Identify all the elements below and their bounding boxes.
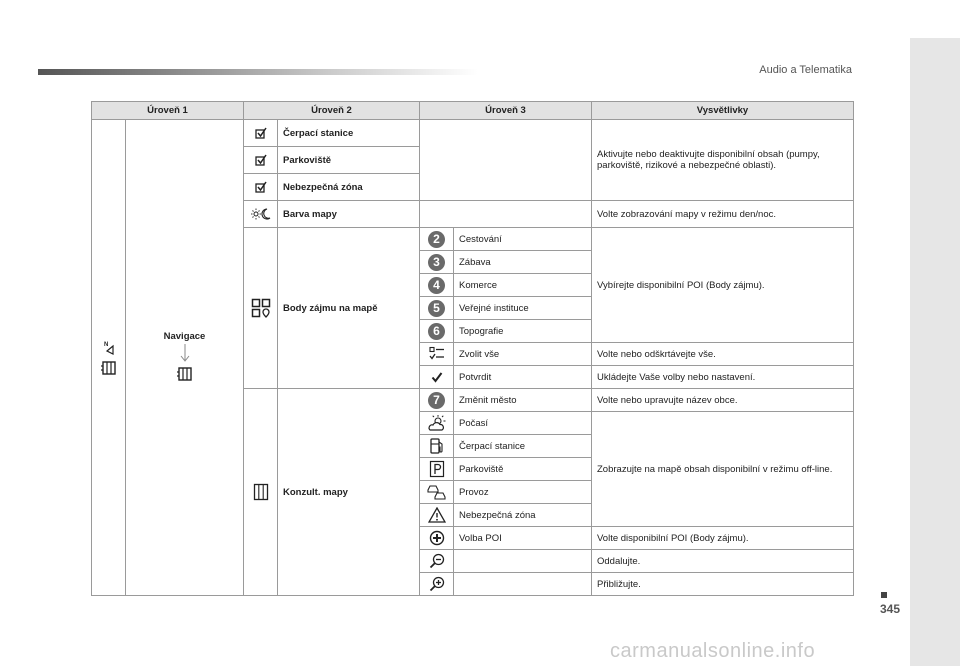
poi-icon: [251, 298, 271, 318]
zmenit-mesto-label: Změnit město: [454, 389, 592, 412]
header-level1: Úroveň 1: [92, 102, 244, 120]
checkbox-checked-icon: [255, 154, 267, 166]
table-header-row: [92, 102, 854, 120]
empty-level3-cell: [454, 573, 592, 596]
svg-text:N: N: [103, 341, 108, 348]
number-badge: 5: [428, 300, 445, 317]
badge-cell[interactable]: [420, 274, 454, 297]
desc-volba: Volte disponibilní POI (Body zájmu).: [592, 527, 854, 550]
parking-icon: [429, 460, 445, 478]
checkbox-icon-cell[interactable]: [244, 147, 278, 174]
add-poi-icon-cell[interactable]: [420, 527, 454, 550]
number-badge: 7: [428, 392, 445, 409]
empty-level3-cell: [420, 120, 592, 201]
day-night-icon-cell[interactable]: [244, 201, 278, 228]
warning-icon: [428, 507, 446, 523]
level1-icon-cell: [92, 120, 126, 596]
zoom-out-icon-cell[interactable]: [420, 550, 454, 573]
body-zajmu-label: Body zájmu na mapě: [278, 228, 420, 389]
poi-icon-cell[interactable]: [244, 228, 278, 389]
parking-icon-cell[interactable]: [420, 458, 454, 481]
watermark: carmanualsonline.info: [610, 640, 816, 662]
pocasi-label: Počasí: [454, 412, 592, 435]
number-badge: 2: [428, 231, 445, 248]
fuel-icon-cell[interactable]: [420, 435, 454, 458]
checkbox-icon-cell[interactable]: [244, 120, 278, 147]
arrow-down-icon: [180, 344, 190, 362]
empty-level3-cell: [420, 201, 592, 228]
desc-potvrdit: Ukládejte Vaše volby nebo nastavení.: [592, 366, 854, 389]
zoom-in-icon-cell[interactable]: [420, 573, 454, 596]
map-icon: [253, 483, 269, 501]
side-strip: [910, 38, 960, 666]
desc-pribl: Přibližujte.: [592, 573, 854, 596]
desc-poi: Vybírejte disponibilní POI (Body zájmu).: [592, 228, 854, 343]
desc-offline: Zobrazujte na mapě obsah disponibilní v režimu off-line.: [592, 412, 854, 527]
badge-cell[interactable]: [420, 320, 454, 343]
poi-item-label: Cestování: [454, 228, 592, 251]
navigace-label: Navigace: [163, 331, 206, 342]
cerpaci-stanice-label: Čerpací stanice: [278, 120, 420, 147]
desc-barva: Volte zobrazování mapy v režimu den/noc.: [592, 201, 854, 228]
nebezpecna-zona-label: Nebezpečná zóna: [278, 174, 420, 201]
checkbox-checked-icon: [255, 181, 267, 193]
traffic-icon: [427, 484, 447, 500]
number-badge: 4: [428, 277, 445, 294]
desc-areas: Aktivujte nebo deaktivujte disponibilní obsah (pumpy, parkoviště, rizikové a nebezpečné oblasti).: [592, 120, 854, 201]
table-row: [92, 120, 854, 147]
checkbox-checked-icon: [255, 127, 267, 139]
menu-icon: [100, 360, 118, 376]
navigace-cell: [126, 120, 244, 596]
number-badge: 3: [428, 254, 445, 271]
page-header-title: Audio a Telematika: [759, 64, 852, 76]
volba-poi-label: Volba POI: [454, 527, 592, 550]
weather-icon-cell[interactable]: [420, 412, 454, 435]
header-level3: Úroveň 3: [420, 102, 592, 120]
konzult-mapy-label: Konzult. mapy: [278, 389, 420, 596]
select-all-icon-cell[interactable]: [420, 343, 454, 366]
badge-cell[interactable]: [420, 251, 454, 274]
compass-icon: [101, 340, 117, 356]
desc-zmenit: Volte nebo upravujte název obce.: [592, 389, 854, 412]
navigation-menu-table: [91, 101, 854, 596]
check-icon: [431, 371, 443, 383]
fuel-pump-icon: [429, 437, 445, 455]
poi-item-label: Zábava: [454, 251, 592, 274]
badge-cell[interactable]: [420, 228, 454, 251]
cerpaci-stanice-label: Čerpací stanice: [454, 435, 592, 458]
barva-mapy-label: Barva mapy: [278, 201, 420, 228]
badge-cell[interactable]: [420, 389, 454, 412]
poi-item-label: Topografie: [454, 320, 592, 343]
zoom-out-icon: [429, 553, 445, 569]
number-badge: 6: [428, 323, 445, 340]
nebezpecna-zona-label: Nebezpečná zóna: [454, 504, 592, 527]
zoom-in-icon: [429, 576, 445, 592]
zvolit-vse-label: Zvolit vše: [454, 343, 592, 366]
day-night-icon: [251, 208, 271, 220]
weather-icon: [427, 415, 447, 431]
desc-oddal: Oddalujte.: [592, 550, 854, 573]
add-circle-icon: [429, 530, 445, 546]
potvrdit-label: Potvrdit: [454, 366, 592, 389]
empty-level3-cell: [454, 550, 592, 573]
parkoviste-label: Parkoviště: [454, 458, 592, 481]
header-explanation: Vysvětlivky: [592, 102, 854, 120]
badge-cell[interactable]: [420, 297, 454, 320]
checkbox-icon-cell[interactable]: [244, 174, 278, 201]
header-level2: Úroveň 2: [244, 102, 420, 120]
parkoviste-label: Parkoviště: [278, 147, 420, 174]
desc-zvolit: Volte nebo odškrtávejte vše.: [592, 343, 854, 366]
header-gradient-bar: [38, 69, 478, 75]
warning-icon-cell[interactable]: [420, 504, 454, 527]
menu-icon: [176, 366, 194, 382]
provoz-label: Provoz: [454, 481, 592, 504]
select-all-icon: [429, 346, 445, 362]
poi-item-label: Veřejné instituce: [454, 297, 592, 320]
traffic-icon-cell[interactable]: [420, 481, 454, 504]
poi-item-label: Komerce: [454, 274, 592, 297]
page-number: 345: [880, 602, 901, 616]
page-marker: [881, 592, 887, 598]
map-icon-cell[interactable]: [244, 389, 278, 596]
check-icon-cell[interactable]: [420, 366, 454, 389]
